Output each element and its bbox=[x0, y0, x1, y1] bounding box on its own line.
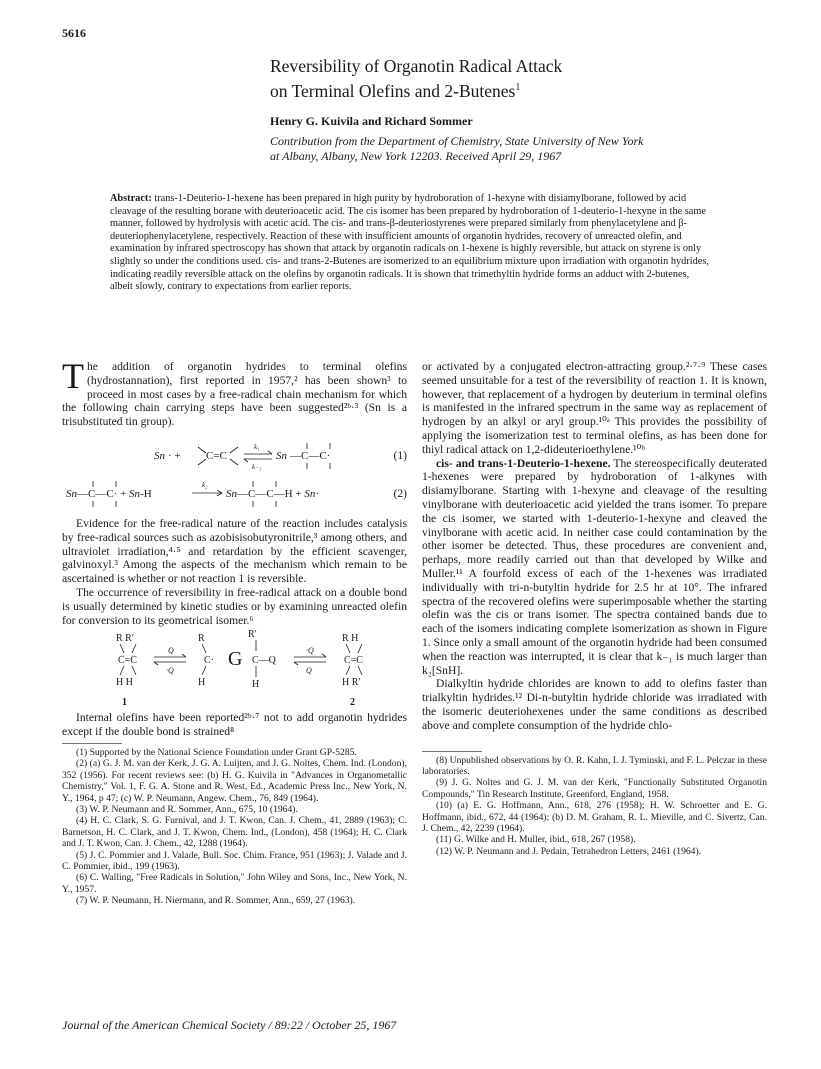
page-number: 5616 bbox=[62, 26, 86, 40]
svg-text:G: G bbox=[228, 648, 243, 671]
footnote: (4) H. C. Clark, S. G. Furnival, and J. T. Kwon, Can. J. Chem., 41, 2889 (1963); C. Barnetson, H. C. Clark, and J. T. Kwon, Chem. Ind., (London), 458 (1964); H. C. Clark and J. T. Kwon, Can. J. Chem., 42, 1288 (1964). bbox=[62, 815, 407, 850]
svg-text:k₂: k₂ bbox=[202, 480, 208, 489]
footnote: (1) Supported by the National Science Foundation under Grant GP-5285. bbox=[76, 746, 357, 758]
svg-text:Q: Q bbox=[306, 666, 312, 676]
svg-text:k₋₁: k₋₁ bbox=[252, 462, 262, 471]
equation-2-structure-icon bbox=[62, 475, 407, 513]
affiliation bbox=[270, 134, 740, 164]
scheme-label-2: 2 bbox=[350, 697, 355, 709]
affiliation-line-2: at Albany, Albany, New York 12203. Received April 29, 1967 bbox=[270, 149, 562, 163]
internal-olefins-paragraph: Internal olefins have been reported²ᵇ·⁷ not to add organotin hydrides except if the double bond is strained⁸ bbox=[62, 711, 407, 739]
svg-text:R R′: R R′ bbox=[116, 633, 135, 645]
dialkyltin-paragraph: Dialkyltin hydride chlorides are known to add to olefins faster than trialkyltin hydrides.¹² Di-n-butyltin hydride chloride was irradiated with the isomeric deuteriohexenes under the same conditions as described above and complete consumption of the hydride chlo- bbox=[422, 677, 767, 732]
footnote: (10) (a) E. G. Hoffmann, Ann., 618, 276 (1958); H. W. Schroetter and E. G. Hoffmann, ibid., 672, 44 (1964); (b) D. M. Graham, R. L. Mieville, and C. Sivertz, Can. J. Chem., 42, 2239 (1964). bbox=[422, 800, 767, 834]
svg-text:Sn: Sn bbox=[154, 449, 165, 462]
footnote: (9) J. G. Noltes and G. J. M. van der Kerk, "Functionally Substituted Organotin Compounds," Tin Research Institute, Greenford, England, 1958. bbox=[422, 777, 767, 800]
footnote: (12) W. P. Neumann and J. Pedain, Tetrahedron Letters, 2461 (1964). bbox=[436, 845, 702, 857]
svg-text:—C—C·: —C—C· bbox=[290, 449, 331, 462]
svg-text:k₁: k₁ bbox=[254, 442, 260, 451]
footnote: (5) J. C. Pommier and J. Valade, Bull. Soc. Chim. France, 951 (1963); J. Valade and J. C. Pommier, ibid., 199 (1963). bbox=[62, 849, 407, 873]
svg-text:H H: H H bbox=[116, 677, 133, 689]
affiliation-line-1: Contribution from the Department of Chemistry, State University of New York bbox=[270, 134, 644, 148]
deuteriohexene-paragraph bbox=[422, 457, 767, 678]
svg-text:H: H bbox=[198, 677, 206, 689]
svg-text:H: H bbox=[252, 679, 260, 691]
svg-text:Sn: Sn bbox=[276, 449, 287, 462]
journal-citation: Journal of the American Chemical Society / 89:22 / October 25, 1967 bbox=[62, 1018, 397, 1032]
abstract-label: Abstract: bbox=[110, 193, 152, 204]
left-column bbox=[62, 356, 407, 907]
reversibility-paragraph: The occurrence of reversibility in free-radical attack on a double bond is usually determined by kinetic studies or by examining unreacted olefin for conversion to its geometrical isomer.⁶ bbox=[62, 585, 407, 627]
svg-text:H R′: H R′ bbox=[342, 677, 361, 689]
equation-1 bbox=[62, 435, 407, 475]
title-line-2 bbox=[270, 77, 710, 102]
footnote: (6) C. Walling, "Free Radicals in Solution," John Wiley and Sons, Inc., New York, N. Y., 1957. bbox=[62, 872, 407, 895]
evidence-paragraph: Evidence for the free-radical nature of the reaction includes catalysis by free-radical sources such as azobisisobutyronitrile,³ among others, and ultraviolet irradiation,⁴·⁵ and retardation by the efficient scavenger, galvinoxyl.³ Among the aspects of the mechanism which remain to be ascertained is whether or not reaction 1 is reversible. bbox=[62, 516, 407, 586]
footnote: (2) (a) G. J. M. van der Kerk, J. G. A. Luijten, and J. G. Noltes, Chem. Ind. (London), 352 (1956). For recent reviews see: (b) H. G. Kuivila in "Advances in Organometallic Chemistry," Vol. 1, F. G. A. Stone and R. West, Ed., Academic Press Inc., New York, N. Y., 1964, p 47; (c) W. P. Neumann, Angew. Chem., 76, 849 (1964). bbox=[62, 758, 407, 804]
svg-text:R: R bbox=[198, 633, 205, 645]
svg-text:C=C: C=C bbox=[206, 449, 227, 462]
intro-text: he addition of organotin hydrides to terminal olefins (hydrostannation), first reported in 1957,² has been shown³ to proceed in most cases by a free-radical chain mechanism for which the following chain carrying steps have been suggested²ᵇ·³ (Sn is a trisubstituted tin group). bbox=[62, 360, 407, 429]
title-footnote-mark: 1 bbox=[515, 82, 521, 93]
footnotes-left bbox=[62, 747, 407, 907]
activated-paragraph: or activated by a conjugated electron-attracting group.²·⁷·⁹ These cases seemed unsuitable for a test of the reversibility of reaction 1. It is known, however, that replacement of a hydrogen by deuterium in terminal olefins is manifested in the infrared spectrum in the same way as replacement of hydrogen by an alkyl or aryl group.¹⁰ᵃ This provides the possibility of applying the isomerization test to terminal olefins, as has been done for thiyl radical attack on 1,2-dideuterioethylene.¹⁰ᵇ bbox=[422, 360, 767, 456]
isomer-scheme-structure-icon bbox=[62, 627, 407, 711]
svg-text:Sn—C—C—H + Sn·: Sn—C—C—H + Sn· bbox=[226, 487, 319, 500]
svg-text:C=C: C=C bbox=[344, 655, 363, 667]
svg-text:·Q: ·Q bbox=[306, 646, 314, 656]
svg-text:C·: C· bbox=[204, 655, 214, 667]
equation-2 bbox=[62, 475, 407, 513]
isomer-scheme bbox=[62, 627, 407, 711]
authors: Henry G. Kuivila and Richard Sommer bbox=[270, 114, 473, 128]
section-heading: cis- and trans-1-Deuterio-1-hexene. bbox=[436, 456, 611, 470]
footnote-rule-right bbox=[422, 751, 482, 752]
title-line-2-text: on Terminal Olefins and 2-Butenes bbox=[270, 80, 516, 101]
intro-paragraph bbox=[62, 356, 407, 429]
svg-text:· +: · + bbox=[168, 449, 181, 462]
svg-text:Sn—C—C· + Sn-H: Sn—C—C· + Sn-H bbox=[66, 487, 152, 500]
footnotes-right bbox=[422, 755, 767, 858]
title-line-1: Reversibility of Organotin Radical Attack bbox=[270, 56, 563, 76]
equation-1-structure-icon bbox=[62, 435, 407, 475]
svg-text:Q: Q bbox=[168, 646, 174, 656]
article-title bbox=[270, 56, 710, 102]
equation-2-number: (2) bbox=[393, 486, 407, 500]
right-column bbox=[422, 360, 767, 857]
equation-1-number: (1) bbox=[393, 448, 407, 462]
abstract bbox=[110, 193, 710, 294]
svg-text:C=C: C=C bbox=[118, 655, 137, 667]
svg-text:·Q: ·Q bbox=[166, 666, 174, 676]
footnote-rule-left bbox=[62, 743, 122, 744]
scheme-label-1: 1 bbox=[122, 697, 127, 709]
footnote: (7) W. P. Neumann, H. Niermann, and R. Sommer, Ann., 659, 27 (1963). bbox=[76, 895, 356, 907]
abstract-text: trans-1-Deuterio-1-hexene has been prepared in high purity by hydroboration of 1-hexyne with disiamylborane, followed by acid cleavage of the resulting borane with deuterioacetic acid. The cis isomer has been prepared by hydroboration of 1-deuterio-1-hexyne in the same manner, followed by hydrolysis with acetic acid. The cis- and trans-β-deuteriostyrenes were prepared similarly from phenylacetylene and β-deuteriophenylacetylene, respectively. Reaction of these with insufficient amounts of organotin hydrides, recovery of unreacted olefin, and examination by infrared spectroscopy has shown that attack by organotin radicals on 1-hexene is highly reversible, but attack on styrene is only slightly so under the conditions used. cis- and trans-2-Butenes are isomerized to an equilibrium mixture upon irradiation with organotin hydrides, indicating readily reversible attack on the olefins by organotin radicals. It is shown that trimethyltin hydride forms an adduct with 2-butenes, albeit slowly, contrary to expectations from earlier reports. bbox=[110, 193, 709, 293]
footnote: (3) W. P. Neumann and R. Sommer, Ann., 675, 10 (1964). bbox=[76, 803, 298, 815]
footnote: (8) Unpublished observations by O. R. Kahn, I. J. Tyminski, and F. L. Pelczar in these laboratories. bbox=[422, 754, 767, 777]
svg-text:R′: R′ bbox=[248, 629, 257, 641]
deuteriohexene-text: The stereospecifically deuterated 1-hexenes were prepared by hydroboration of 1-alkynes with disiamylborane. Starting with 1-hexyne and cleavage of the resulting vinylborane with deuterioacetic acid yielded the trans isomer. To prepare the cis isomer, we started with 1-deuterio-1-hexyne and cleaved the vinylborane with acetic acid. In neither case could contamination by the other isomer be detected. Thus, these procedures are convenient and, perhaps, more readily carried out than that developed by Wilke and Muller.¹¹ A fourfold excess of each of the 1-hexenes was irradiated individually with tri-n-butyltin hydride for 2.5 hr at 10°. The infrared spectra of the recovered olefins were superimposable whether the starting olefin was the cis or trans isomer. The spectra contained bands due to each of the isomers indicating complete isomerization as shown in Figure 1. Since only a small amount of the organotin hydride had been consumed when the reaction was interrupted, it is clear that k₋₁ is much larger than k₂[SnH]. bbox=[422, 456, 767, 677]
svg-text:R H: R H bbox=[342, 633, 359, 645]
drop-cap: T bbox=[62, 356, 84, 396]
svg-text:C—Q: C—Q bbox=[252, 655, 276, 667]
footnote: (11) G. Wilke and H. Muller, ibid., 618, 267 (1958). bbox=[436, 834, 636, 846]
